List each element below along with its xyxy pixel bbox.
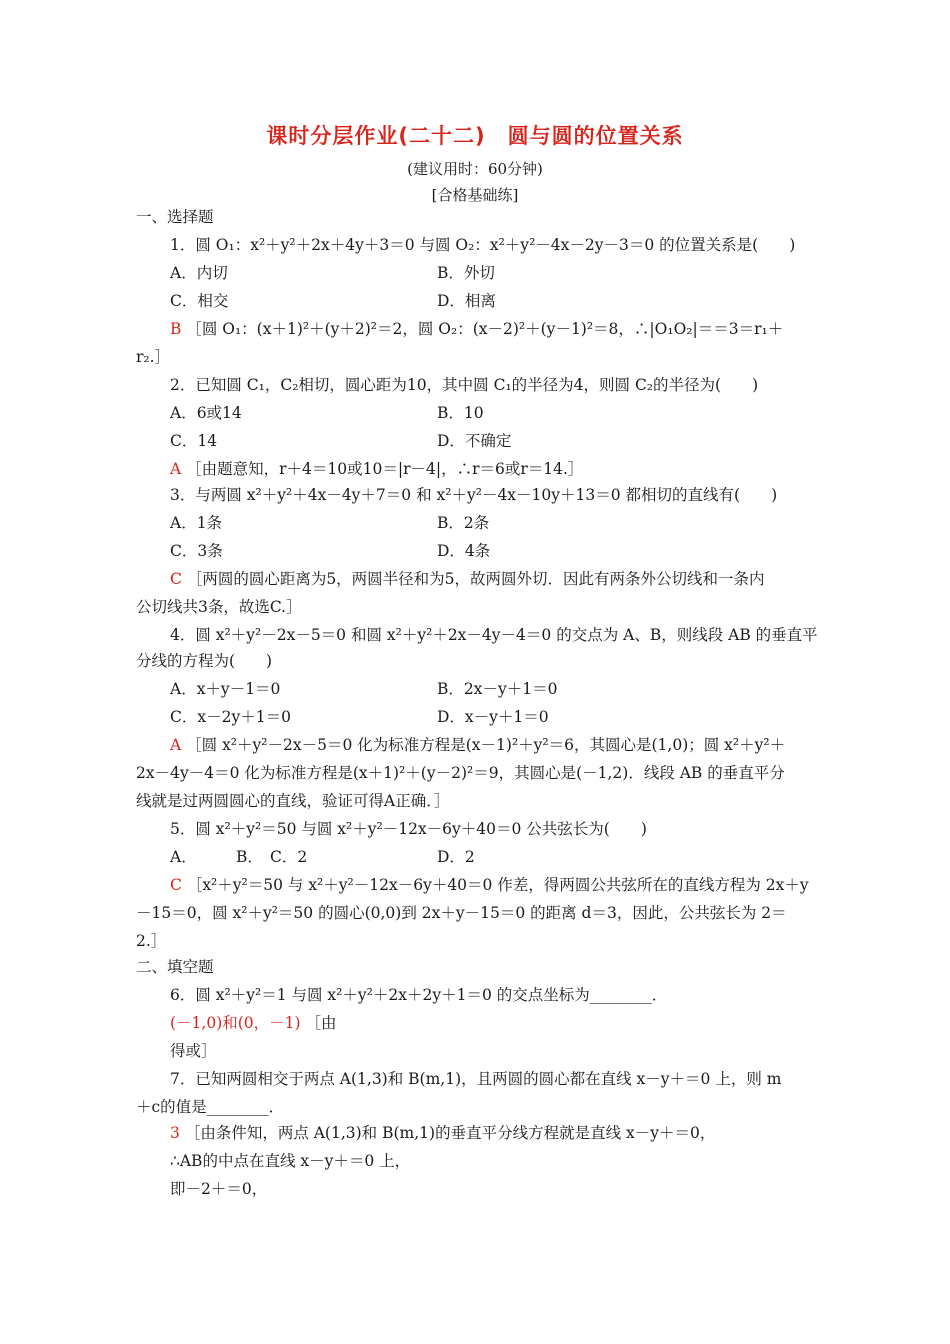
q4-explain-line3: 线就是过两圆圆心的直线，验证可得A正确．］ (136, 792, 450, 810)
q6-explain-line1: ［由 (305, 1014, 337, 1032)
q5-answer: C (170, 876, 182, 894)
q5-option-d: D．2 (437, 848, 475, 866)
q4-stem-line1: 4．圆 x²＋y²－2x－5＝0 和圆 x²＋y²＋2x－4y－4＝0 的交点为 A、B，则线段 AB 的垂直平 (170, 626, 818, 644)
q3-option-c: C．3条 (170, 542, 223, 560)
q4-stem-line2: 分线的方程为( ) (136, 652, 273, 670)
level-label: [合格基础练] (431, 186, 519, 204)
q4-explanation (170, 734, 785, 756)
time-hint: (建议用时：60分钟) (407, 160, 543, 178)
q6-stem: 6．圆 x²＋y²＝1 与圆 x²＋y²＋2x＋2y＋1＝0 的交点坐标为________． (170, 986, 668, 1004)
section-fill: 二、填空题 (136, 958, 214, 976)
q7-stem-line1: 7．已知两圆相交于两点 A(1,3)和 B(m,1)，且两圆的圆心都在直线 x－y＋＝0 上，则 m (170, 1070, 782, 1088)
q7-stem-line2: ＋c的值是________． (136, 1098, 285, 1116)
q2-option-c: C．14 (170, 432, 218, 450)
q3-answer: C (170, 570, 182, 588)
q3-option-b: B．2条 (437, 514, 490, 532)
q3-explanation (170, 568, 765, 590)
q1-option-a: A．内切 (170, 264, 228, 282)
q5-stem: 5．圆 x²＋y²＝50 与圆 x²＋y²－12x－6y＋40＝0 公共弦长为( ) (170, 820, 647, 838)
q4-explain-line1: ［圆 x²＋y²－2x－5＝0 化为标准方程是(x－1)²＋y²＝6，其圆心是(1,0)；圆 x²＋y²＋ (186, 736, 786, 754)
q4-answer: A (170, 736, 182, 754)
q3-explain-line2: 公切线共3条，故选C.］ (136, 598, 302, 616)
q4-option-c: C．x－2y＋1＝0 (170, 708, 291, 726)
q1-option-b: B．外切 (437, 264, 495, 282)
q1-explanation (170, 318, 783, 340)
q1-option-d: D．相离 (437, 292, 496, 310)
q2-explanation (170, 458, 583, 480)
q7-explain-line1: ［由条件知，两点 A(1,3)和 B(m,1)的垂直平分线方程就是直线 x－y＋＝0， (184, 1124, 716, 1142)
q7-answer: 3 (170, 1124, 180, 1142)
q1-explain-line2: r₂.］ (136, 348, 171, 366)
q5-explain-line1: ［x²＋y²＝50 与 x²＋y²－12x－6y＋40＝0 作差，得两圆公共弦所在的直线方程为 2x＋y (186, 876, 809, 894)
q6-explain-line2: 得或］ (170, 1042, 217, 1060)
q4-option-b: B．2x－y＋1＝0 (437, 680, 558, 698)
q6-explanation (170, 1012, 337, 1034)
q3-stem: 3．与两圆 x²＋y²＋4x－4y＋7＝0 和 x²＋y²－4x－10y＋13＝0 都相切的直线有( ) (170, 486, 778, 504)
q1-stem: 1．圆 O₁：x²＋y²＋2x＋4y＋3＝0 与圆 O₂：x²＋y²－4x－2y－3＝0 的位置关系是( ) (170, 236, 796, 254)
q2-option-a: A．6或14 (170, 404, 242, 422)
q5-option-b: B． (236, 848, 263, 866)
q2-stem: 2．已知圆 C₁，C₂相切，圆心距为10，其中圆 C₁的半径为4，则圆 C₂的半径为( ) (170, 376, 759, 394)
page-title: 课时分层作业(二十二) 圆与圆的位置关系 (266, 124, 684, 148)
section-choice: 一、选择题 (136, 208, 214, 226)
q3-option-d: D．4条 (437, 542, 491, 560)
q5-explain-line3: 2.］ (136, 932, 167, 950)
q4-option-d: D．x－y＋1＝0 (437, 708, 549, 726)
q1-explain-line1: ［圆 O₁：(x＋1)²＋(y＋2)²＝2，圆 O₂：(x－2)²＋(y－1)²＝8，∴|O₁O₂|＝＝3＝r₁＋ (186, 320, 784, 338)
q7-explanation (170, 1122, 715, 1144)
q3-option-a: A．1条 (170, 514, 223, 532)
q4-option-a: A．x＋y－1＝0 (170, 680, 281, 698)
q7-explain-line3: 即－2＋＝0， (170, 1180, 268, 1198)
q1-option-c: C．相交 (170, 292, 229, 310)
q5-explanation (170, 874, 809, 896)
q4-explain-line2: 2x－4y－4＝0 化为标准方程是(x＋1)²＋(y－2)²＝9，其圆心是(－1,2)．线段 AB 的垂直平分 (136, 764, 785, 782)
q3-explain-line1: ［两圆的圆心距离为5，两圆半径和为5，故两圆外切．因此有两条外公切线和一条内 (186, 570, 765, 588)
q1-answer: B (170, 320, 182, 338)
q5-option-c: C．2 (270, 848, 308, 866)
q5-option-a: A． (170, 848, 197, 866)
q6-answer: (－1,0)和(0，－1) (170, 1014, 301, 1032)
q5-explain-line2: －15＝0，圆 x²＋y²＝50 的圆心(0,0)到 2x＋y－15＝0 的距离 d＝3，因此，公共弦长为 2＝ (136, 904, 787, 922)
q2-explain-line1: ［由题意知，r＋4＝10或10＝|r－4|，∴r＝6或r＝14.］ (186, 460, 584, 478)
q7-explain-line2: ∴AB的中点在直线 x－y＋＝0 上， (170, 1152, 411, 1170)
q2-answer: A (170, 460, 182, 478)
q2-option-b: B．10 (437, 404, 484, 422)
q2-option-d: D．不确定 (437, 432, 512, 450)
